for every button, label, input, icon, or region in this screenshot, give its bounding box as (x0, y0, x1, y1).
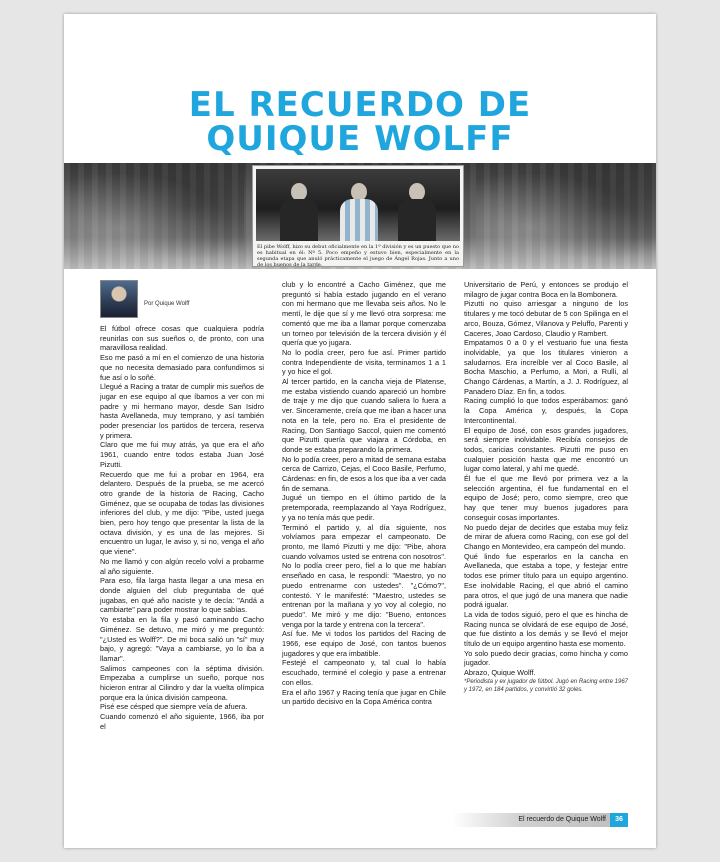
paragraph: Llegué a Racing a tratar de cumplir mis sueños de jugar en ese equipo al que íbamos a ver con mi padre y mi hermano mayor, desde San Isidro hasta Avellaneda, muy temprano, y así también poder presenciar los partidos de tercera, reserva y primera. (100, 382, 264, 440)
paragraph: Claro que me fui muy atrás, ya que era el año 1961, cuando entre todos estaba Juan José Pizutti. (100, 440, 264, 469)
paragraph: Yo solo puedo decir gracias, como hincha y como jugador. (464, 648, 628, 668)
paragraph: Así fue. Me vi todos los partidos del Racing de 1966, ese equipo de José, con tantos buenos jugadores y que era imbatible. (282, 629, 446, 658)
column-2 (282, 280, 446, 707)
paragraph: No puedo dejar de decirles que estaba muy feliz de mirar de afuera como Racing, con ese gol del Chango en Montevideo, era campeón del mundo. (464, 522, 628, 551)
paragraph: Para eso, fila larga hasta llegar a una mesa en donde alguien del club preguntaba de qué jugabas, en qué año naciste y te decía: "Andá a cambiarte" para poder mostrar lo que sabías. (100, 576, 264, 615)
title-line-2: QUIQUE WOLFF (206, 119, 514, 159)
column-1 (100, 280, 264, 732)
paragraph: El equipo de José, con esos grandes jugadores, será siempre inolvidable. Recibía consejos de todos, caricias constantes. Pizutti me puso en cualquier posición hasta que me encontró un lugar como lateral, y ahí me quedé. (464, 425, 628, 474)
player-figure-center (338, 181, 380, 241)
paragraph: No me llamó y con algún recelo volví a probarme al año siguiente. (100, 556, 264, 576)
paragraph: Universitario de Perú, y entonces se produjo el milagro de jugar contra Boca en la Bombonera. (464, 280, 628, 299)
banner-blur-left (64, 163, 244, 269)
paragraph: No lo podía creer, pero a mitad de semana estaba cerca de Carrizo, Cejas, el Coco Basile, Perfumo, Cárdenas: en fin, de esos a los que iba a ver cada fin de semana. (282, 454, 446, 493)
author-footnote: *Periodista y ex jugador de fútbol. Jugó en Racing entre 1967 y 1972, en 184 partidos, y convirtió 32 goles. (464, 678, 628, 693)
paragraph: Salimos campeones con la séptima división. Empezaba a cumplirse un sueño, porque nos hicieron entrar al Cilindro y dar la vuelta olímpica porque era la única división campeona. (100, 663, 264, 702)
magazine-page (64, 14, 656, 848)
paragraph: Al tercer partido, en la cancha vieja de Platense, me estaba vistiendo cuando apareció un hombre de traje y me dijo que cuando saliera lo fuera a ver. Sinceramente, creía que me iban a hacer una nota en la tele, pero no. Era el presidente de Racing, Don Santiago Saccol, quien me comentó que Pizutti quería que viajara a Córdoba, en donde se estaba preparando la primera. (282, 377, 446, 454)
author-avatar (100, 280, 138, 318)
paragraph: Él fue el que me llevó por primera vez a la selección argentina, él fue fundamental en el equipo de José; pero, como siempre, creo que hay que tener muy buenos jugadores para conseguir cosas importantes. (464, 474, 628, 522)
paragraph: Yo estaba en la fila y pasó caminando Cacho Giménez. Se detuvo, me miró y me preguntó: "¿Usted es Wolff?". De mi boca salió un "sí" muy bajo, y agregó: "Vaya a cambiarse, yo lo iba a llamar". (100, 615, 264, 663)
paragraph: Empatamos 0 a 0 y el vestuario fue una fiesta inolvidable, ya que los titulares vinieron a saludarnos. Era increíble ver al Coco Basile, al Bocha Maschio, a Perfumo, a Mori, a Rulli, al Chango Cárdenas, a Martín, a J. J. Rodríguez, al Panadero Díaz. En fin, a todos. (464, 338, 628, 396)
paragraph: Recuerdo que me fui a probar en 1964, era delantero. Después de la prueba, se me acercó otro grande de la historia de Racing, Cacho Giménez, que se ocupaba de todas las divisiones inferiores del club, y me dijo: "Pibe, usted juega bien, pero hoy tengo que presentar la lista de la octava división, y es una de las mejores. Si encuentro un lugar, le aviso y, si no, venga el año que viene". (100, 469, 264, 557)
title-line-1: EL RECUERDO DE (188, 85, 532, 125)
paragraph: Qué lindo fue esperarlos en la cancha en Avellaneda, que estaba a tope, y festejar entre todos ese primer título para un equipo argentino. Ese inolvidable Racing, el que abrió el camino para otros, el que jugó de una manera que nadie podrá igualar. (464, 551, 628, 610)
photo-caption: El pibe Wolff, hizo su debut oficialmente en la 1ª división y es un puesto que no es habitual en él: Nº 5. Poco empeño y estuvo bien, especialmente en la segunda etapa que anuló prácticamente el juego de Ángel Rojas. Junto a uno de los buenos de la tarde. (257, 244, 459, 268)
photo-banner (64, 163, 656, 269)
article-title (64, 85, 656, 159)
footer-section-label: El recuerdo de Quique Wolff (518, 816, 606, 823)
page-footer (452, 813, 628, 827)
player-figure-left (278, 181, 320, 241)
paragraph: El fútbol ofrece cosas que cualquiera podría reunirlas con sus sueños o, de pronto, con una maravillosa realidad. (100, 324, 264, 353)
column-3 (464, 280, 628, 694)
paragraph: Abrazo, Quique Wolff. (464, 668, 536, 678)
player-figure-right (396, 181, 438, 241)
paragraph: club y lo encontré a Cacho Giménez, que me preguntó si había estado jugando en el verano con mi hermano que me llevaba seis años. No le mentí, le dije que sí y me llevó otra sorpresa: me comentó que me iba a llamar porque comenzaba un torneo por televisión de la tercera división y él quería que yo jugara. (282, 280, 446, 348)
paragraph: Festejé el campeonato y, tal cual lo había escuchado, terminé el colegio y pase a entrenar con ellos. (282, 658, 446, 687)
paragraph: Pisé ese césped que siempre veía de afuera. (100, 702, 248, 712)
paragraph: No lo podía creer, pero fue así. Primer partido contra Independiente de visita, terminamos 1 a 1 y yo hice el gol. (282, 347, 446, 377)
page-number: 36 (610, 813, 628, 827)
paragraph: Eso me pasó a mí en el comienzo de una historia que no necesita demasiado para confundirnos si fue así o lo soñé. (100, 353, 264, 382)
paragraph: La vida de todos siguió, pero el que es hincha de Racing nunca se olvidará de ese equipo de José, que fue distinto a los demás y se llevó el mejor título de un equipo argentino hasta ese momento. (464, 609, 628, 649)
paragraph: Pizutti no quiso arriesgar a ninguno de los titulares y me tocó debutar de 5 con Spilinga en el arco, Bouza, Gómez, Vilanova y Peluffo, Parenti y Caceres, Joao Cardoso, Claudio y Rambert. (464, 299, 628, 338)
players-photo-image (256, 169, 460, 241)
archive-photo (252, 165, 464, 267)
article-body (100, 280, 628, 768)
banner-blur-right (476, 163, 656, 269)
paragraph: Jugué un tiempo en el último partido de la pretemporada, reemplazando al Yaya Rodríguez, y ya no tenía más que pedir. (282, 493, 446, 522)
author-byline: Por Quique Wolff (144, 301, 190, 307)
paragraph: Cuando comenzó el año siguiente, 1966, iba por el (100, 712, 264, 731)
paragraph: Racing cumplió lo que todos esperábamos: ganó la Copa América y, después, la Copa Intercontinental. (464, 396, 628, 425)
author-block (100, 280, 264, 324)
paragraph: Terminó el partido y, al día siguiente, nos volvíamos para empezar el campeonato. De pronto, me llamó Pizutti y me dijo: "Pibe, ahora cuando volvamos usted se entrena con nosotros". No lo podía creer pero, fiel a lo que me habían enseñado en casa, le respondí: "Maestro, yo no puedo entrenarme con ustedes". "¿Cómo?", contestó. Y le manifesté: "Maestro, ustedes se entrenan por la mañana y yo voy al colegio, no puedo". Me miró y me dijo: "Bueno, entonces venga por la tarde y entrena con la tercera". (282, 522, 446, 629)
paragraph: Era el año 1967 y Racing tenía que jugar en Chile un partido decisivo en la Copa América contra (282, 687, 446, 707)
